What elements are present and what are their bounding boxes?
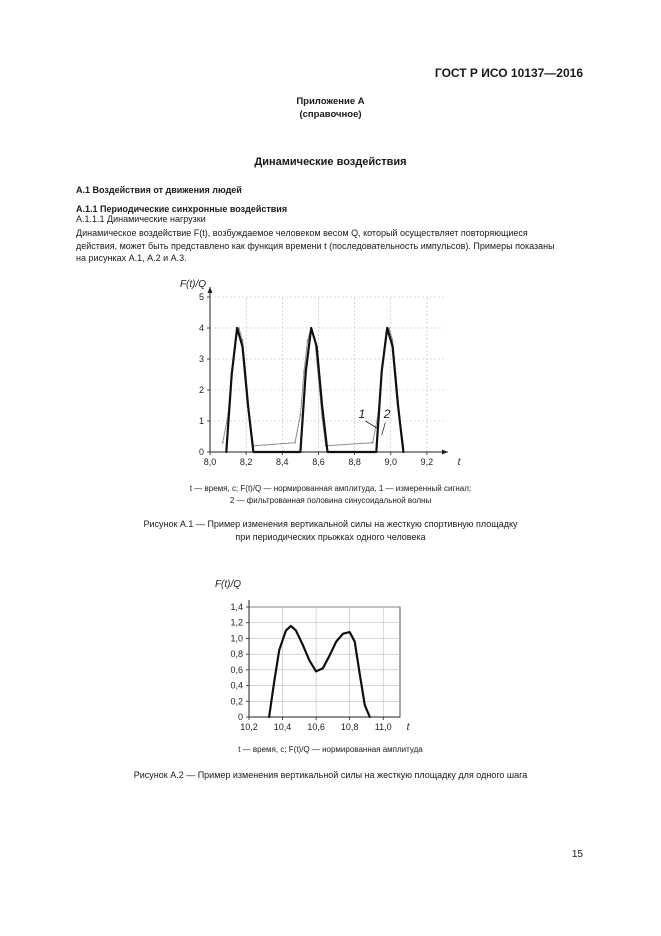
- x-tick-label: 8,2: [239, 457, 253, 467]
- y-tick-label: 1,2: [230, 617, 243, 628]
- clause-a11: А.1.1 Периодические синхронные воздействия: [76, 204, 288, 214]
- x-tick-label: 10,6: [307, 722, 325, 732]
- figure-a1-legend-line2: 2 — фильтрованная половина синусоидальной волны: [229, 496, 432, 505]
- figure-a1-caption-line2: при периодических прыжках одного человека: [235, 532, 426, 542]
- clause-a1: А.1 Воздействия от движения людей: [76, 185, 242, 195]
- x-tick-label: 10,2: [240, 722, 258, 732]
- y-tick-label: 0: [198, 447, 204, 457]
- figure-a1-caption-line1: Рисунок А.1 — Пример изменения вертикальной силы на жесткую спортивную площадку: [143, 519, 518, 529]
- paragraph-line: действия, может быть представлено как функция времени t (последовательность импульсов). Примеры показаны: [76, 240, 555, 251]
- y-tick-label: 0,4: [230, 680, 243, 691]
- paragraph-line: на рисунках А.1, А.2 и А.3.: [76, 253, 187, 263]
- y-tick-label: 0,8: [230, 649, 243, 660]
- y-tick-label: 4: [198, 323, 204, 333]
- x-tick-label: 10,4: [273, 722, 292, 732]
- y-axis-label: F(t)/Q: [179, 279, 207, 290]
- y-tick-label: 0,2: [230, 696, 243, 707]
- curve-annotation-2: 2: [383, 407, 391, 421]
- clause-a111: А.1.1.1 Динамические нагрузки: [76, 214, 206, 224]
- x-tick-label: 11,0: [374, 722, 392, 732]
- x-tick-label: 8,8: [348, 457, 361, 467]
- section-title: Динамические воздействия: [254, 156, 407, 168]
- x-axis-label: t: [457, 457, 461, 468]
- y-tick-label: 0,6: [230, 664, 243, 675]
- y-tick-label: 0: [237, 712, 243, 722]
- series-line-1: [269, 626, 370, 717]
- x-tick-label: 10,8: [340, 722, 359, 732]
- x-axis-label: t: [406, 722, 410, 733]
- y-tick-label: 5: [198, 292, 204, 302]
- standard-designation: ГОСТ Р ИСО 10137—2016: [434, 66, 583, 80]
- y-tick-label: 1,0: [230, 633, 243, 644]
- curve-annotation-1: 1: [358, 407, 366, 421]
- y-axis-label: F(t)/Q: [214, 579, 242, 590]
- figure-a1-legend-line1: t — время, с; F(t)/Q — нормированная амплитуда, 1 — измеренный сигнал;: [189, 484, 472, 493]
- y-tick-label: 1,4: [230, 602, 243, 612]
- paragraph-line: Динамическое воздействие F(t), возбуждаемое человеком весом Q, который осуществляет повторяющиеся: [76, 228, 528, 238]
- x-tick-label: 8,4: [276, 457, 289, 467]
- y-tick-label: 2: [198, 385, 204, 395]
- figure-a2-caption: Рисунок А.2 — Пример изменения вертикальной силы на жесткую площадку для одного шага: [133, 770, 528, 780]
- figure-a2-legend: t — время, с; F(t)/Q — нормированная амплитуда: [238, 745, 423, 754]
- annex-title: Приложение А: [296, 96, 365, 107]
- x-tick-label: 9,2: [420, 457, 434, 467]
- y-tick-label: 1: [198, 416, 204, 426]
- page-number: 15: [571, 849, 583, 860]
- x-tick-label: 8,0: [203, 457, 217, 467]
- y-tick-label: 3: [198, 354, 204, 364]
- x-tick-label: 8,6: [312, 457, 325, 467]
- annex-note: (справочное): [299, 109, 362, 120]
- x-tick-label: 9,0: [384, 457, 398, 467]
